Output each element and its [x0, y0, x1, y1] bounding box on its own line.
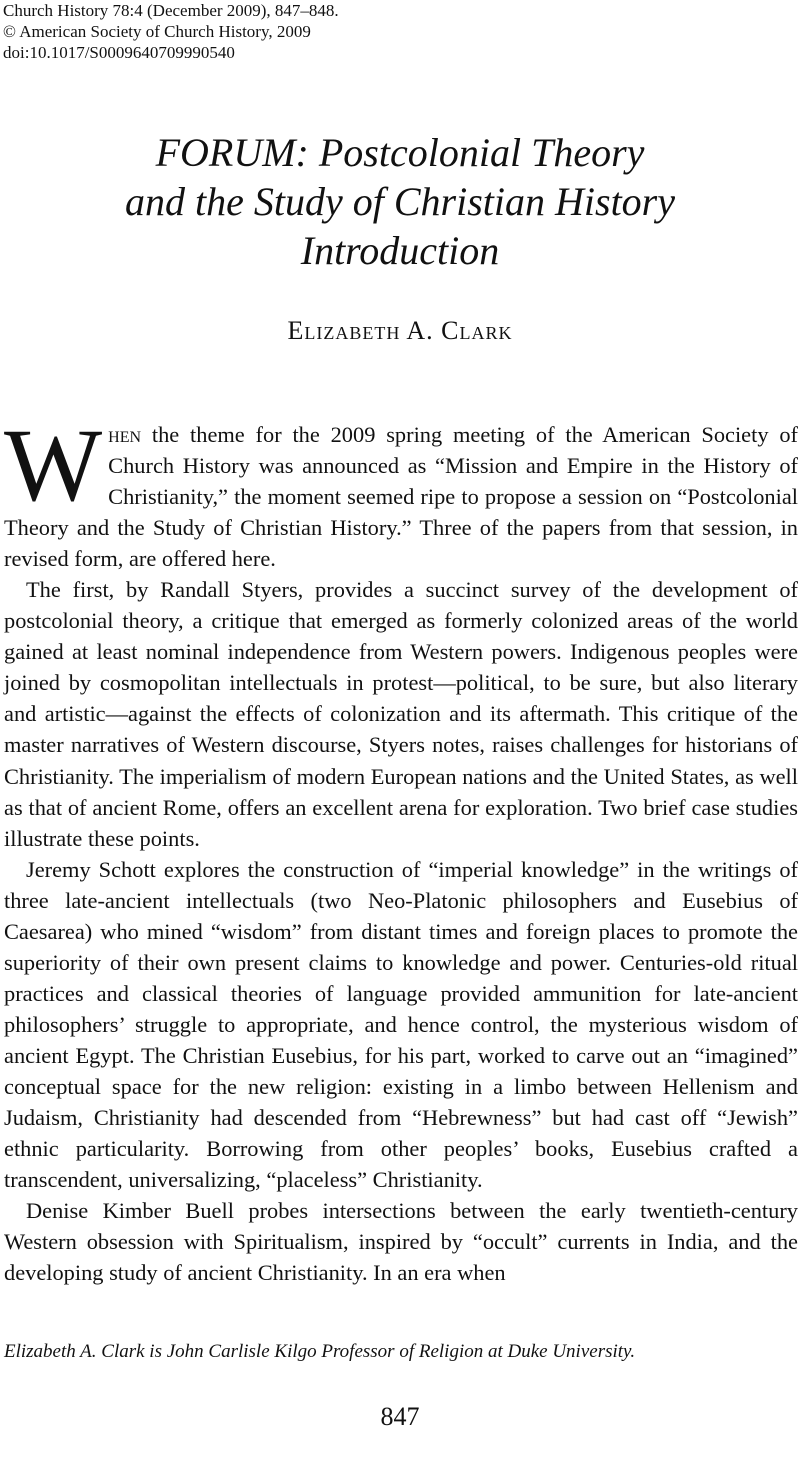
- paragraph-4: Denise Kimber Buell probes intersections between the early twentieth-century Western obsession with Spiritualism, inspired by “occult” currents in India, and the developing study of ancient Christianity. In an era when: [4, 1198, 798, 1286]
- journal-header: [3, 0, 339, 63]
- title-line-1: FORUM: Postcolonial Theory: [155, 130, 645, 175]
- paragraph-3: Jeremy Schott explores the construction of “imperial knowledge” in the writings of three late-ancient intellectuals (two Neo-Platonic philosophers and Eusebius of Caesarea) who mined “wisdom” from distant times and foreign places to promote the superiority of their own present claims to knowledge and power. Centuries-old ritual practices and classical theories of language provided ammunition for late-ancient philosophers’ struggle to appropriate, and hence control, the mysterious wisdom of ancient Egypt. The Christian Eusebius, for his part, worked to carve out an “imagined” conceptual space for the new religion: existing in a limbo between Hellenism and Judaism, Christianity had descended from “Hebrewness” but had cast off “Jewish” ethnic particularity. Borrowing from other peoples’ books, Eusebius crafted a transcendent, universalizing, “placeless” Christianity.: [4, 856, 798, 1193]
- doi-line: doi:10.1017/S0009640709990540: [3, 43, 235, 62]
- lead-in-small-caps: hen: [108, 422, 142, 447]
- journal-citation-line: Church History 78:4 (December 2009), 847–848.: [3, 1, 339, 20]
- drop-cap: W: [4, 408, 103, 523]
- paragraph-2: The first, by Randall Styers, provides a succinct survey of the development of postcolonial theory, a critique that emerged as formerly colonized areas of the world gained at least nominal independence from Western powers. Indigenous peoples were joined by cosmopolitan intellectuals in protest—political, to be sure, but also literary and artistic—against the effects of colonization and its aftermath. This critique of the master narratives of Western discourse, Styers notes, raises challenges for historians of Christianity. The imperialism of modern European nations and the United States, as well as that of ancient Rome, offers an excellent arena for exploration. Two brief case studies illustrate these points.: [4, 577, 798, 851]
- author-footnote: Elizabeth A. Clark is John Carlisle Kilgo Professor of Religion at Duke University.: [4, 1341, 636, 1362]
- paragraph-1-text: the theme for the 2009 spring meeting of the American Society of Church History was announced as “Mission and Empire in the History of Christianity,” the moment seemed ripe to propose a session on “Postcolonial Theory and the Study of Christian History.” Three of the papers from that session, in revised form, are offered here.: [4, 422, 798, 572]
- title-line-3: Introduction: [300, 228, 500, 273]
- title-line-2: and the Study of Christian History: [125, 179, 675, 224]
- article-author: Elizabeth A. Clark: [287, 316, 513, 345]
- article-title: [0, 128, 800, 275]
- page-number: 847: [380, 1402, 420, 1431]
- paragraph-1: [4, 408, 798, 574]
- article-body: [4, 408, 798, 1288]
- copyright-line: © American Society of Church History, 2009: [3, 22, 311, 41]
